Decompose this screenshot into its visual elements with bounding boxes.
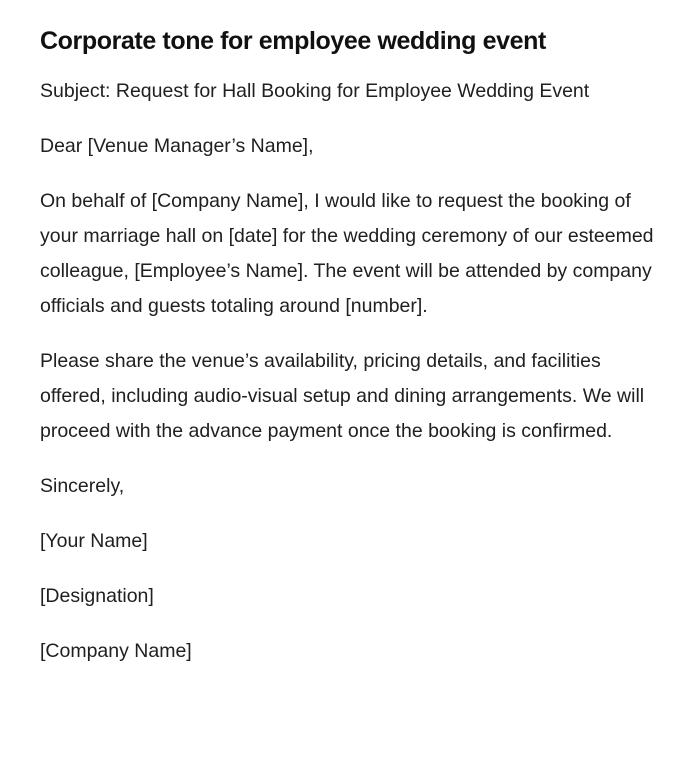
body-paragraph-request: On behalf of [Company Name], I would like to request the booking of your marriage hall on [date] for the wedding ceremony of our esteemed colleague, [Employee’s Name]. The event will be attended by company officials and guests totaling around [number].	[40, 190, 654, 317]
signature-designation: [Designation]	[40, 585, 154, 607]
signature-name: [Your Name]	[40, 530, 148, 552]
page-title: Corporate tone for employee wedding event	[40, 27, 546, 55]
salutation: Dear [Venue Manager’s Name],	[40, 135, 314, 157]
body-paragraph-details: Please share the venue’s availability, pricing details, and facilities offered, including audio-visual setup and dining arrangements. We will proceed with the advance payment once the booking is confirmed.	[40, 350, 645, 442]
signature-company: [Company Name]	[40, 640, 192, 662]
closing: Sincerely,	[40, 475, 125, 497]
subject-line: Subject: Request for Hall Booking for Employee Wedding Event	[40, 80, 590, 102]
